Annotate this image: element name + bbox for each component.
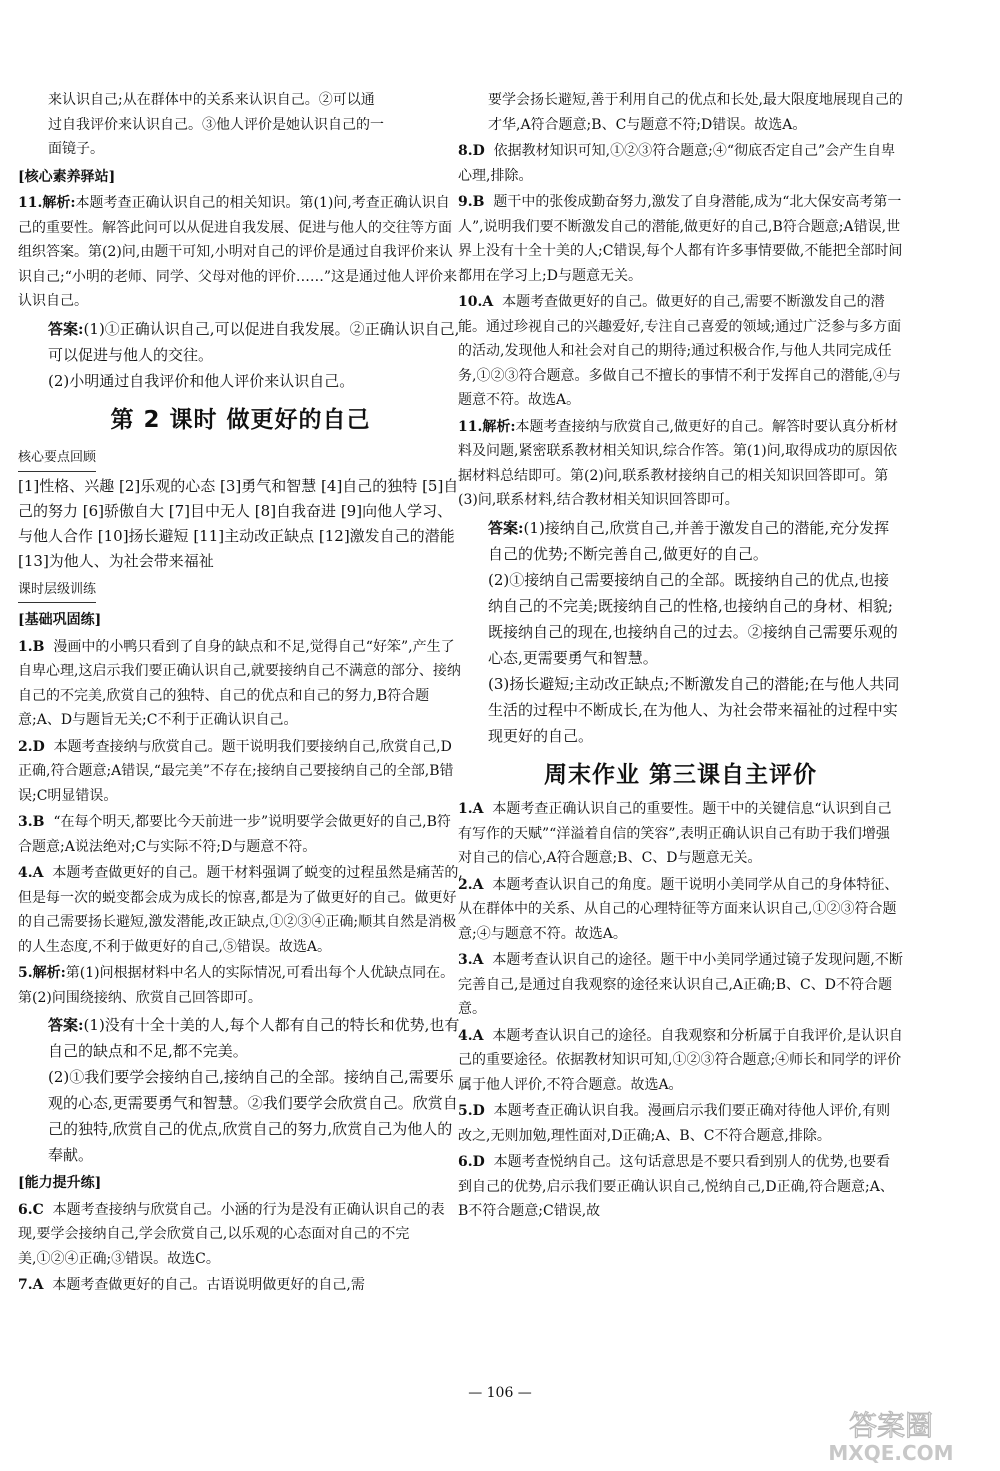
q11-body: 本题考查正确认识自己的相关知识。第(1)问,考查正确认识自己的重要性。解答此问可以从促进自我发展、促进与他人的交往等方面组织答案。第(2)问,由题干可知,小明对自己的评价是通过自我评价来认识自己;“小明的老师、同学、父母对他的评价……”这是通过他人评价来认识自己。 [18,195,458,309]
item-text: 本题考查接纳与欣赏自己。题干说明我们要接纳自己,欣赏自己,D正确,符合题意;A错误,“最完美”不存在;接纳自己要接纳自己的全部,B错误;C明显错误。 [18,738,454,804]
intro-line-3: 面镜子。 [48,141,104,157]
item-text: 本题考查悦纳自己。这句话意思是不要只看到别人的优势,也要看到自己的优势,启示我们要正确认识自己,悦纳自己,D正确,符合题意;A、B不符合题意;C错误,故 [458,1154,894,1219]
item-num: 10.A [458,294,494,310]
svg-text:MXQE.COM: MXQE.COM [828,1441,954,1465]
weekend-title: 周末作业 第三课自主评价 [543,761,817,788]
q5-analysis [18,961,463,1010]
intro-line-1: 来认识自己;从在群体中的关系来认识自己。②可以通 [48,92,375,108]
ability-item-7 [18,1273,463,1298]
item-num: 6.C [18,1201,44,1218]
weekend-item-4 [458,1024,903,1098]
q11-answer-1: (1)①正确认识自己,可以促进自我发展。②正确认识自己,可以促进与他人的交往。 [48,319,460,364]
q11-label: 11.解析: [458,418,516,435]
item-num: 8.D [458,143,485,159]
weekend-item-1 [458,797,903,871]
item-text: 本题考查认识自己的角度。题干说明小美同学从自己的身体特征、从在群体中的关系、从自己的心理特征等方面来认识自己,①②③符合题意;④与题意不符。故选A。 [458,876,899,942]
q5-answer-label: 答案: [48,1016,84,1034]
q5-body: 第(1)问根据材料中名人的实际情况,可看出每个人优缺点同在。第(2)问围绕接纳、欣赏自己回答即可。 [18,965,455,1006]
section-ability: [能力提升练] [18,1175,102,1191]
item-text: 本题考查正确认识自己的重要性。题干中的关键信息“认识到自己有写作的天赋”“洋溢着自信的笑容”,表明正确认识自己有助于我们增强对自己的信心,A符合题意;B、C、D与题意无关。 [458,801,892,866]
item-num: 3.B [18,814,45,830]
q11-label: 11.解析: [18,195,76,211]
q11-answer-1: (1)接纳自己,欣赏自己,并善于激发自己的潜能,充分发挥自己的优势;不断完善自己,做更好的自己。 [488,518,890,563]
q11-answer-2: (2)小明通过自我评价和他人评价来认识自己。 [48,371,355,390]
training-heading: 课时层级训练 [18,578,96,604]
q11-answer-label: 答案: [488,518,524,537]
right-q11-analysis [458,415,903,513]
weekend-item-3 [458,948,903,1022]
item-10 [458,290,903,413]
q11-analysis [18,191,463,314]
right-q11-answer-3: (3)扬长避短;主动改正缺点;不断激发自己的潜能;在与他人共同生活的过程中不断成长,在为他人、为社会带来福祉的过程中实现更好的自己。 [488,674,900,745]
ability-item-6 [18,1198,463,1272]
right-column [458,88,903,1226]
item-9 [458,190,903,288]
basic-item-4 [18,861,463,959]
item-num: 1.B [18,638,45,655]
review-text: [1]性格、兴趣 [2]乐观的心态 [3]勇气和智慧 [4]自己的独特 [5]自己的努力 [6]骄傲自大 [7]目中无人 [8]自我奋进 [9]向他人学习、与他人合作 [10]扬长避短 [11]主动改正缺点 [12]激发自己的潜能 [13]为他人、为社会带来福祉 [18,476,459,570]
q11-answer [18,316,463,368]
item-text: 本题考查接纳与欣赏自己。小涵的行为是没有正确认识自己的表现,要学会接纳自己,学会欣赏自己,以乐观的心态面对自己的不完美,①②④正确;③错误。故选C。 [18,1201,445,1267]
q11-answer-label: 答案: [48,319,84,338]
q5-answer [18,1012,463,1064]
item-text: 本题考查做更好的自己。古语说明做更好的自己,需 [52,1277,365,1293]
item-text: 本题考查认识自己的途径。题干中小美同学通过镜子发现问题,不断完善自己,是通过自我观察的途径来认识自己,A正确;B、C、D不符合题意。 [458,952,903,1017]
intro-line-2: 过自我评价来认识自己。③他人评价是她认识自己的一 [48,116,384,133]
page-number: — 106 — [468,1385,532,1401]
right-q11-answer-2: (2)①接纳自己需要接纳自己的全部。既接纳自己的优点,也接纳自己的不完美;既接纳自己的性格,也接纳自己的身材、相貌;既接纳自己的现在,也接纳自己的过去。②接纳自己需要乐观的心态,更需要勇气和智慧。 [488,570,898,667]
item-num: 2.D [18,738,45,755]
item-text: 本题考查认识自己的途径。自我观察和分析属于自我评价,是认识自己的重要途径。依据教材知识可知,①②③符合题意;④师长和同学的评价属于他人评价,不符合题意。故选A。 [458,1027,903,1093]
section-core-station: [核心素养驿站] [18,168,116,185]
item-text: 漫画中的小鸭只看到了自身的缺点和不足,觉得自己“好笨”,产生了自卑心理,这启示我们要正确认识自己,就要接纳自己不满意的部分、接纳自己的不完美,欣赏自己的独特、自己的优点和自己的努力,B符合题意;A、D与题旨无关;C不利于正确认识自己。 [18,638,461,728]
right-q11-answer [458,515,903,567]
item-num: 7.A [18,1277,44,1293]
lesson-title: 第 2 课时 做更好的自己 [110,406,371,433]
q5-label: 5.解析: [18,965,66,981]
basic-item-1 [18,635,463,733]
basic-item-2 [18,735,463,809]
item-num: 2.A [458,876,484,893]
left-column [18,88,463,1300]
weekend-item-6 [458,1150,903,1224]
basic-item-3 [18,810,463,859]
review-heading: 核心要点回顾 [18,446,96,472]
item-num: 4.A [18,865,44,881]
item-num: 6.D [458,1154,485,1170]
q7-continuation: 要学会扬长避短,善于利用自己的优点和长处,最大限度地展现自己的才华,A符合题意;B、C与题意不符;D错误。故选A。 [488,92,903,133]
item-num: 3.A [458,952,484,968]
item-text: 本题考查做更好的自己。题干材料强调了蜕变的过程虽然是痛苦的,但是每一次的蜕变都会成为成长的惊喜,都是为了做更好的自己。做更好的自己需要扬长避短,激发潜能,改正缺点,①②③④正确;顺其自然是消极的人生态度,不利于做更好的自己,⑤错误。故选A。 [18,865,463,955]
watermark-logo [796,1405,986,1465]
item-num: 5.D [458,1103,485,1119]
item-num: 4.A [458,1027,484,1044]
section-basic: [基础巩固练] [18,612,102,628]
q11-body: 本题考查接纳与欣赏自己,做更好的自己。解答时要认真分析材料及问题,紧密联系教材相关知识,综合作答。第(1)问,取得成功的原因依据材料总结即可。第(2)问,联系教材接纳自己的相关知识回答即可。第(3)问,联系材料,结合教材相关知识回答即可。 [458,418,898,508]
item-text: “在每个明天,都要比今天前进一步”说明要学会做更好的自己,B符合题意;A说法绝对;C与实际不符;D与题意不符。 [18,814,451,855]
item-text: 本题考查正确认识自我。漫画启示我们要正确对待他人评价,有则改之,无则加勉,理性面对,D正确;A、B、C不符合题意,排除。 [458,1103,891,1144]
svg-text:答案圈: 答案圈 [848,1409,934,1442]
item-text: 依据教材知识可知,①②③符合题意;④“彻底否定自己”会产生自卑心理,排除。 [458,143,896,184]
item-num: 1.A [458,801,484,817]
item-num: 9.B [458,194,485,210]
weekend-item-5 [458,1099,903,1148]
weekend-item-2 [458,873,903,947]
item-text: 题干中的张俊成勤奋努力,激发了自身潜能,成为“北大保安高考第一人”,说明我们要不断激发自己的潜能,做更好的自己,B符合题意;A错误,世界上没有十全十美的人;C错误,每个人都有许多事情要做,不能把全部时间都用在学习上;D与题意无关。 [458,194,903,284]
item-8 [458,139,903,188]
q5-answer-2: (2)①我们要学会接纳自己,接纳自己的全部。接纳自己,需要乐观的心态,更需要勇气和智慧。②我们要学会欣赏自己。欣赏自己的独特,欣赏自己的优点,欣赏自己的努力,欣赏自己为他人的奉献。 [48,1068,458,1164]
q5-answer-1: (1)没有十全十美的人,每个人都有自己的特长和优势,也有自己的缺点和不足,都不完美。 [48,1016,460,1060]
item-text: 本题考查做更好的自己。做更好的自己,需要不断激发自己的潜能。通过珍视自己的兴趣爱好,专注自己喜爱的领域;通过广泛参与多方面的活动,发现他人和社会对自己的期待;通过积极合作,与他人共同完成任务,①②③符合题意。多做自己不擅长的事情不利于发挥自己的潜能,④与题意不符。故选A。 [458,294,902,408]
